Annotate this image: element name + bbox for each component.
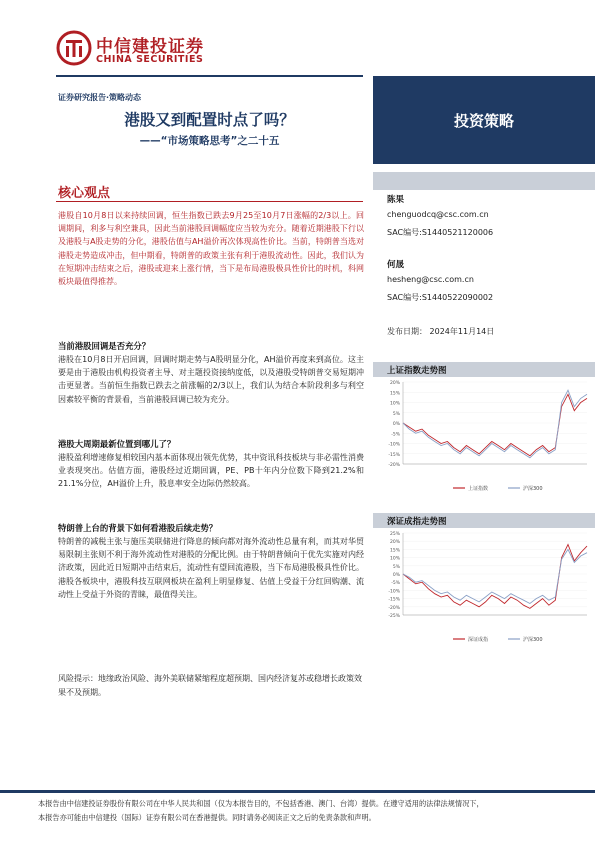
disclaimer-line-2: 本报告亦可能由中信建投（国际）证券有限公司在香港提供。同时请务必阅读正文之后的免责条款和声明。 — [38, 813, 376, 822]
section-heading-2: 港股大周期最新位置到哪儿了？ — [58, 439, 176, 449]
legend-label: 沪深300 — [523, 637, 543, 643]
disclaimer-footer — [38, 797, 578, 825]
y-tick-label: 20% — [389, 381, 400, 386]
y-tick-label: 15% — [389, 391, 400, 397]
y-tick-label: 0% — [392, 573, 400, 578]
legend-label: 上证指数 — [468, 486, 489, 492]
y-tick-label: -25% — [388, 614, 400, 619]
y-tick-label: 0% — [392, 422, 400, 427]
category-label: 投资策略 — [453, 112, 514, 130]
author-sac-1: SAC编号:S1440521120006 — [387, 228, 494, 237]
section-body-2: 港股盈利增速修复相较国内基本面体现出领先优势，其中资讯科技板块与非必需性消费业表现突出。估值方面，港股经过近期回调，PE、PB十年内分位数下降到21.2%和21.1%分位，AH溢价上升，股息率安全边际仍然较高。 — [58, 453, 364, 489]
logo-en-text: CHINA SECURITIES — [96, 54, 204, 65]
logo-cn-text: 中信建投证券 — [96, 37, 204, 57]
y-tick-label: -20% — [388, 605, 400, 611]
report-type: 证券研究报告·策略动态 — [58, 93, 142, 102]
author-name-2: 何晟 — [387, 260, 405, 270]
y-tick-label: 10% — [389, 401, 400, 407]
section-heading-1: 当前港股回调是否充分？ — [58, 341, 151, 351]
chart2-plot — [373, 529, 595, 651]
y-tick-label: 25% — [389, 532, 400, 537]
y-tick-label: 20% — [389, 540, 400, 546]
disclaimer-line-1: 本报告由中信建投证券股份有限公司在中华人民共和国（仅为本报告目的，不包括香港、澳门、台湾）提供。在遵守适用的法律法规情况下， — [38, 799, 484, 808]
y-tick-label: 5% — [392, 564, 400, 570]
core-summary: 港股自10月8日以来持续回调，恒生指数已跌去9月25至10月7日涨幅的2/3以上。回调期间，利多与利空兼具，因此当前港股回调幅度应当较为充分。随着近期港股下行以及港股与A股走势的分化，港股估值与AH溢价再次体现高性价比。当前，特朗普当选对港股走势造成冲击，但中期看，特朗普的政策主张有利于港股流动性。因此，我们认为在短期冲击结束之后，港股或迎来上涨行情，当下是布局港股极具性价比的时机，科网板块最值得推荐。 — [58, 211, 364, 287]
publish-date: 发布日期： 2024年11月14日 — [387, 327, 495, 336]
chart2-title: 深证成指走势图 — [387, 517, 447, 527]
report-subtitle: ——“市场策略思考”之二十五 — [139, 135, 280, 147]
series-line-2 — [403, 390, 587, 458]
y-tick-label: -10% — [388, 442, 400, 448]
author-section-bar — [373, 172, 595, 190]
company-logo — [56, 30, 226, 74]
y-tick-label: 5% — [392, 411, 400, 417]
author-name-1: 陈果 — [387, 195, 405, 205]
y-tick-label: 15% — [389, 548, 400, 554]
author-email-1[interactable]: chenguodcq@csc.com.cn — [387, 210, 489, 219]
author-sac-2: SAC编号:S1440522090002 — [387, 293, 494, 302]
chart1-title: 上证指数走势图 — [387, 366, 447, 376]
report-title: 港股又到配置时点了吗？ — [124, 111, 295, 129]
core-view-rule — [56, 201, 363, 202]
y-tick-label: -20% — [388, 463, 400, 468]
legend-label: 沪深300 — [523, 486, 543, 492]
series-line-1 — [403, 545, 587, 609]
legend-label: 深证成指 — [468, 637, 489, 643]
chart1-plot — [373, 378, 595, 500]
section-body-3: 特朗普的减税主张与施压美联储进行降息的倾向都对海外流动性总量有利，而其对华贸易限制主张则不利于海外流动性对港股的分配比例。由于特朗普倾向于优先实施对内经济政策，因此近日短期冲击结束后，流动性有望回流港股，当下布局港股极具性价比。港股各板块中，港股科技互联网板块在盈利上明显修复、估值上受益于分红回购潮、流动性上受益于外资的青睐，最值得关注。 — [58, 537, 364, 599]
core-view-heading: 核心观点 — [58, 186, 111, 201]
y-tick-label: -5% — [391, 432, 400, 438]
y-tick-label: -15% — [388, 597, 400, 603]
y-tick-label: 10% — [389, 556, 400, 562]
risk-warning: 风险提示：地缘政治风险、海外美联储紧缩程度超预期、国内经济复苏或稳增长政策效果不及预期。 — [58, 674, 362, 697]
footer-rule — [0, 790, 595, 793]
csc-logo-icon — [56, 30, 92, 66]
y-tick-label: -15% — [388, 452, 400, 458]
section-heading-3: 特朗普上台的背景下如何看港股后续走势？ — [58, 523, 218, 533]
series-line-1 — [403, 394, 587, 456]
author-email-2[interactable]: hesheng@csc.com.cn — [387, 275, 474, 284]
y-tick-label: -5% — [391, 581, 400, 587]
header-rule — [56, 75, 363, 77]
y-tick-label: -10% — [388, 589, 400, 595]
section-body-1: 港股在10月8日开启回调，回调时期走势与A股明显分化，AH溢价再度来到高位。这主要是由于港股由机构投资者主导、对主题投资接纳度低，以及港股受特朗普交易短期冲击更显著。当前恒生指数已跌去之前涨幅的2/3以上，我们认为结合本阶段利多与利空因素较平衡的背景看，当前港股回调已较为充分。 — [58, 355, 364, 404]
